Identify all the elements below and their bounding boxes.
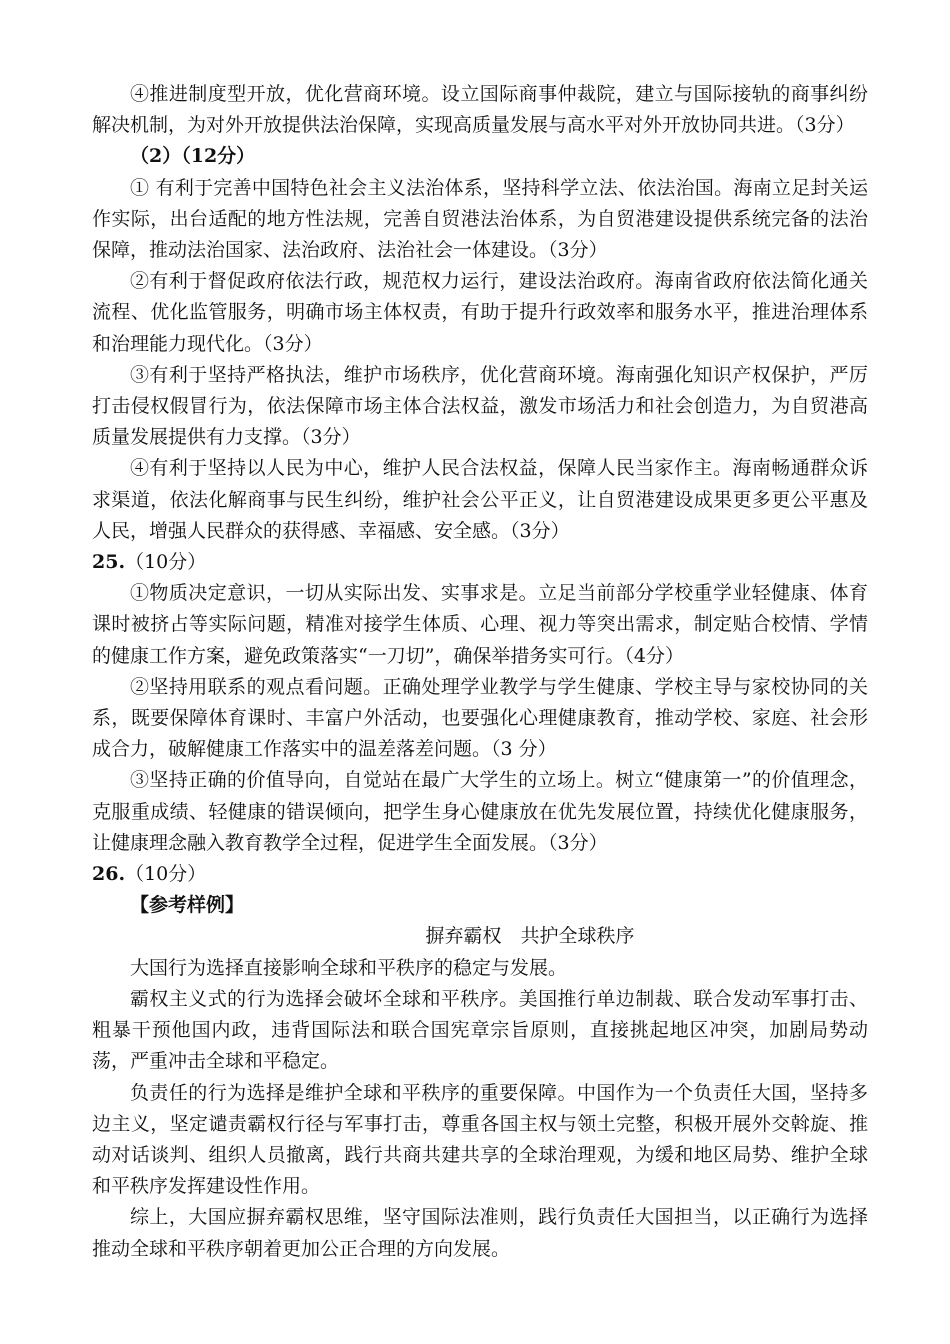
q26-essay-title: 摒弃霸权 共护全球秩序 [425, 925, 635, 948]
q25-point2: ②坚持用联系的观点看问题。正确处理学业教学与学生健康、学校主导与家校协同的关系，既要保障体育课时、丰富户外活动，也要强化心理健康教育，推动学校、家庭、社会形成合力，破解健康工作落实中的温差落差问题。（3 分） [92, 675, 868, 761]
q25-score: （10分） [125, 551, 207, 574]
answer-key-page [92, 79, 868, 1265]
q24-part1-point4: ④推进制度型开放，优化营商环境。设立国际商事仲裁院，建立与国际接轨的商事纠纷解决机制，为对外开放提供法治保障，实现高质量发展与高水平对外开放协同共进。（3分） [92, 83, 868, 137]
q26-number: 26. [92, 863, 126, 886]
q25-heading [92, 547, 868, 578]
q24-part2-point1: ① 有利于完善中国特色社会主义法治体系，坚持科学立法、依法治国。海南立足封关运作实际，出台适配的地方性法规，完善自贸港法治体系，为自贸港建设提供系统完备的法治保障，推动法治国家、法治政府、法治社会一体建设。（3分） [92, 176, 868, 262]
q26-essay-para2: 霸权主义式的行为选择会破坏全球和平秩序。美国推行单边制裁、联合发动军事打击、粗暴干预他国内政，违背国际法和联合国宪章宗旨原则，直接挑起地区冲突，加剧局势动荡，严重冲击全球和平稳定。 [92, 987, 868, 1073]
q24-part2-point4: ④有利于坚持以人民为中心，维护人民合法权益，保障人民当家作主。海南畅通群众诉求渠道，依法化解商事与民生纠纷，维护社会公平正义，让自贸港建设成果更多更公平惠及人民，增强人民群众的获得感、幸福感、安全感。（3分） [92, 457, 868, 542]
q25-point1: ①物质决定意识，一切从实际出发、实事求是。立足当前部分学校重学业轻健康、体育课时被挤占等实际问题，精准对接学生体质、心理、视力等突出需求，制定贴合校情、学情的健康工作方案，避免政策落实“一刀切”，确保举措务实可行。（4分） [92, 582, 868, 667]
q25-number: 25. [92, 551, 126, 574]
q26-essay-para3: 负责任的行为选择是维护全球和平秩序的重要保障。中国作为一个负责任大国，坚持多边主义，坚定谴责霸权行径与军事打击，尊重各国主权与领土完整，积极开展外交斡旋、推动对话谈判、组织人员撤离，践行共商共建共享的全球治理观，为缓和地区局势、维护全球和平秩序发挥建设性作用。 [92, 1081, 868, 1198]
q26-essay-para4: 综上，大国应摒弃霸权思维，坚守国际法准则，践行负责任大国担当，以正确行为选择推动全球和平秩序朝着更加公正合理的方向发展。 [92, 1206, 868, 1260]
q24-part2-heading: （2）（12分） [130, 145, 256, 168]
q26-essay-para1: 大国行为选择直接影响全球和平秩序的稳定与发展。 [130, 956, 568, 979]
q24-part2-point3: ③有利于坚持严格执法，维护市场秩序，优化营商环境。海南强化知识产权保护，严厉打击侵权假冒行为，依法保障市场主体合法权益，激发市场活力和社会创造力，为自贸港高质量发展提供有力支撑。（3分） [92, 363, 868, 449]
q26-score: （10分） [125, 863, 207, 886]
q26-sample-label: 【参考样例】 [130, 894, 245, 917]
q25-point3: ③坚持正确的价值导向，自觉站在最广大学生的立场上。树立“健康第一”的价值理念，克服重成绩、轻健康的错误倾向，把学生身心健康放在优先发展位置，持续优化健康服务，让健康理念融入教育教学全过程，促进学生全面发展。（3分） [92, 769, 868, 854]
q24-part2-point2: ②有利于督促政府依法行政，规范权力运行，建设法治政府。海南省政府依法简化通关流程、优化监管服务，明确市场主体权责，有助于提升行政效率和服务水平，推进治理体系和治理能力现代化。（3分） [92, 270, 868, 355]
q26-heading [92, 859, 868, 890]
